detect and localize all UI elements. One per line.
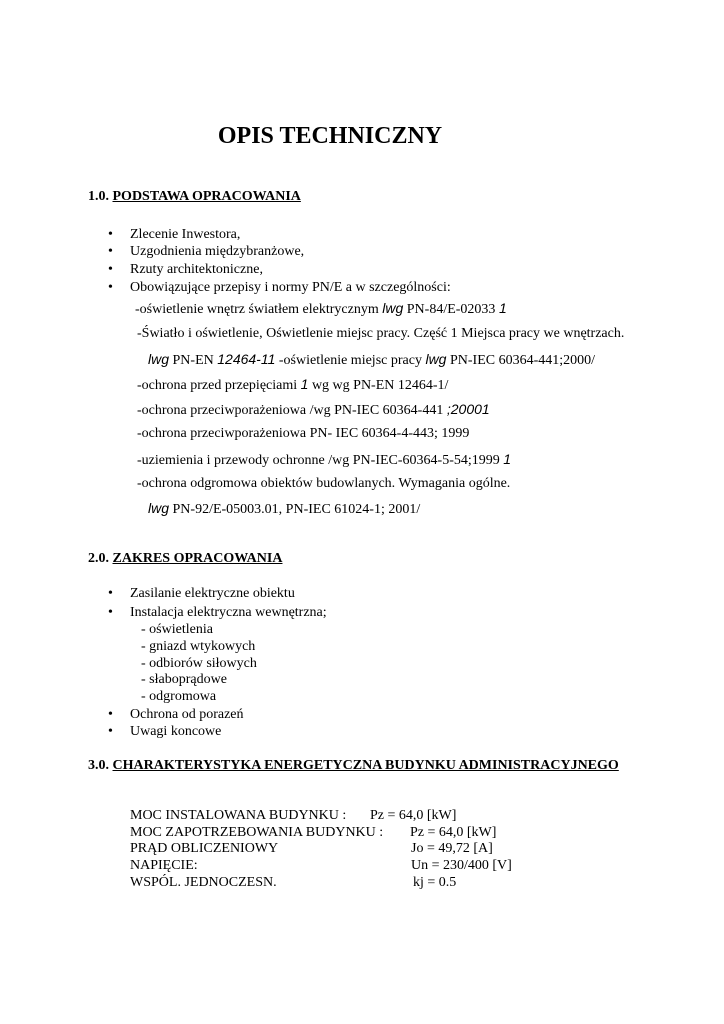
sub-item: - oświetlenia	[141, 622, 213, 637]
norm-line: lwg PN-EN 12464-11 -oświetlenie miejsc pracy lwg PN-IEC 60364-441;2000/	[148, 351, 596, 368]
list-item: • Zasilanie elektryczne obiektu	[130, 586, 295, 602]
norm-line: -ochrona odgromowa obiektów budowlanych. Wymagania ogólne.	[137, 476, 511, 491]
section-1-number: 1.0.	[88, 189, 109, 204]
spec-value: Pz = 64,0 [kW]	[370, 808, 457, 823]
section-1-heading	[88, 189, 301, 205]
section-3-number: 3.0.	[88, 758, 109, 773]
norm-line: -oświetlenie wnętrz światłem elektrycznym lwg PN-84/E-02033 1	[135, 300, 507, 317]
spec-value: Jo = 49,72 [A]	[411, 841, 493, 856]
section-1-title: PODSTAWA OPRACOWANIA	[112, 189, 301, 204]
sub-item: - odbiorów siłowych	[141, 656, 257, 671]
list-item: • Ochrona od porazeń	[130, 707, 244, 723]
sub-item: - odgromowa	[141, 689, 217, 704]
spec-value: Pz = 64,0 [kW]	[410, 825, 497, 840]
spec-value: Un = 230/400 [V]	[411, 858, 512, 873]
section-2-heading	[88, 551, 282, 567]
list-item: • Obowiązujące przepisy i normy PN/E a w szczególności:	[130, 280, 451, 296]
spec-label: NAPIĘCIE:	[130, 858, 198, 873]
section-3-heading	[88, 758, 619, 774]
spec-value: kj = 0.5	[413, 875, 457, 890]
spec-label: MOC ZAPOTRZEBOWANIA BUDYNKU :	[130, 825, 384, 840]
norm-line: -Światło i oświetlenie, Oświetlenie miejsc pracy. Część 1 Miejsca pracy we wnętrzach.	[137, 326, 625, 341]
spec-label: WSPÓL. JEDNOCZESN.	[130, 875, 277, 890]
section-3-title: CHARAKTERYSTYKA ENERGETYCZNA BUDYNKU ADMINISTRACYJNEGO	[112, 758, 619, 773]
list-item: • Zlecenie Inwestora,	[130, 227, 240, 243]
list-item: • Uwagi koncowe	[130, 724, 221, 740]
norm-line: -ochrona przed przepięciami 1 wg wg PN-EN 12464-1/	[137, 376, 449, 393]
spec-label: PRĄD OBLICZENIOWY	[130, 841, 279, 856]
list-item: • Instalacja elektryczna wewnętrzna;	[130, 605, 327, 621]
norm-line: -ochrona przeciwporażeniowa PN- IEC 60364-4-443; 1999	[137, 426, 470, 441]
norm-line: -uziemienia i przewody ochronne /wg PN-IEC-60364-5-54;1999 1	[137, 451, 512, 468]
norm-line: -ochrona przeciwporażeniowa /wg PN-IEC 60364-441 ;20001	[137, 401, 490, 418]
sub-item: - słaboprądowe	[141, 672, 227, 687]
norm-line: lwg PN-92/E-05003.01, PN-IEC 61024-1; 2001/	[148, 500, 421, 517]
section-2-number: 2.0.	[88, 551, 109, 566]
list-item: • Rzuty architektoniczne,	[130, 262, 263, 278]
page-title: OPIS TECHNICZNY	[217, 123, 443, 149]
section-2-title: ZAKRES OPRACOWANIA	[112, 551, 283, 566]
sub-item: - gniazd wtykowych	[141, 639, 256, 654]
list-item: • Uzgodnienia międzybranżowe,	[130, 244, 304, 260]
spec-label: MOC INSTALOWANA BUDYNKU :	[130, 808, 347, 823]
